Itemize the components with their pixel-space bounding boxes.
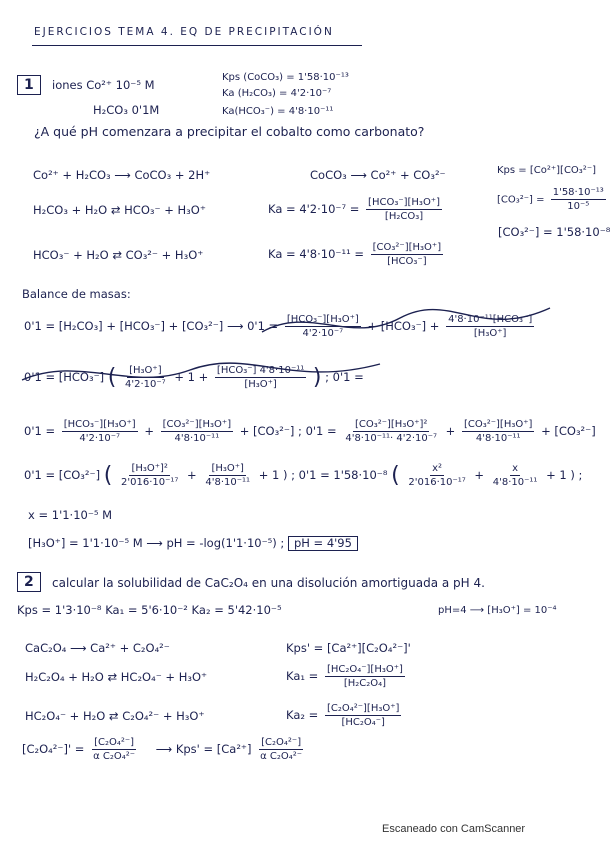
final-ph-calc: [H₃O⁺] = 1'1·10⁻⁵ M ⟶ pH = -log(1'1·10⁻⁵) ; — [28, 536, 285, 550]
ex2-reaction-3: HC₂O₄⁻ + H₂O ⇄ C₂O₄²⁻ + H₃O⁺ — [25, 709, 205, 723]
numerator: [HCO₃⁻] 4'8·10⁻¹¹ — [216, 365, 305, 376]
title-underline — [32, 45, 362, 46]
ex2-reaction-4 — [22, 736, 307, 763]
ex2-ph-line: pH=4 ⟶ [H₃O⁺] = 10⁻⁴ — [438, 605, 557, 616]
ex2-reaction-2: H₂C₂O₄ + H₂O ⇄ HC₂O₄⁻ + H₃O⁺ — [25, 670, 208, 684]
numerator: [CO₃²⁻][H₃O⁺]² — [354, 419, 428, 430]
numerator: [HCO₃⁻][H₃O⁺] — [63, 419, 136, 430]
denominator: [HC₂O₄⁻] — [341, 717, 385, 728]
denominator: [H₃O⁺] — [244, 379, 277, 390]
numerator: [C₂O₄²⁻][H₃O⁺] — [326, 703, 400, 714]
ex1-co3-result: [CO₃²⁻] = 1'58·10⁻⁸ — [498, 225, 610, 239]
ex2-ka1-expression — [286, 663, 408, 690]
numerator: [H₃O⁺] — [129, 365, 162, 376]
ex1-question: ¿A qué pH comenzara a precipitar el cobalto como carbonato? — [34, 124, 425, 139]
numerator: [CO₃²⁻][H₃O⁺] — [463, 419, 533, 430]
ex2-ka2-expression — [286, 702, 404, 729]
b4-left: 0'1 = [CO₃²⁻] — [24, 468, 101, 482]
denominator: [H₃O⁺] — [473, 328, 507, 339]
fraction — [325, 663, 405, 690]
fraction — [119, 462, 180, 489]
right-paren: ) — [312, 364, 322, 390]
fraction — [371, 241, 443, 268]
ka2-left: Ka = 4'8·10⁻¹¹ = — [268, 247, 364, 261]
fraction — [161, 418, 233, 445]
denominator: α C₂O₄²⁻ — [93, 751, 136, 762]
denominator: 2'016·10⁻¹⁷ — [121, 477, 179, 488]
balance-line-4: 0'1 = [CO₃²⁻] ( $\frac{\text{[H₃O⁺]²}}{\text{2'016·10⁻¹⁷}}$ + $\frac{\text{[H₃O⁺]}}{\text{4'8·10⁻¹¹}}$ + 1 ) ; 0'1 = 1'58·10⁻⁸ ( $\frac{\text{x²}}{\text{2'016·10⁻¹⁷}}$ + $\frac{x}{\text{4'8·10⁻¹¹}}$ + 1 ) ; — [24, 462, 583, 488]
ex1-data-ions: iones Co²⁺ 10⁻⁵ M — [52, 78, 155, 92]
exercise-2-number: 2 — [17, 572, 41, 592]
balance-line-3: 0'1 = $\frac{\text{[HCO₃⁻][H₃O⁺]}}{\text{4'2·10⁻⁷}}$ + $\frac{\text{[CO₃²⁻][H₃O⁺]}}{\text{4'8·10⁻¹¹}}$ + [CO₃²⁻] ; 0'1 = $\frac{\text{[CO₃²⁻][H₃O⁺]²}}{\text{4'8·10⁻¹¹· 4'2·10⁻⁷}}$ + $\frac{\text{[CO₃²⁻][H₃O⁺]}}{\text{4'8·10⁻¹¹}}$ + [CO₃²⁻] — [24, 419, 596, 444]
ex2-reaction-1: CaC₂O₄ ⟶ Ca²⁺ + C₂O₄²⁻ — [25, 641, 170, 655]
fraction — [258, 736, 304, 763]
denominator: [H₂CO₃] — [384, 211, 424, 222]
numerator: [CO₃²⁻][H₃O⁺] — [162, 419, 232, 430]
ex1-reaction-4: HCO₃⁻ + H₂O ⇄ CO₃²⁻ + H₃O⁺ — [33, 248, 204, 262]
fraction — [491, 462, 540, 489]
ex1-ka1-expression — [268, 196, 445, 223]
b3-left: 0'1 = — [24, 424, 56, 438]
x-result: x = 1'1·10⁻⁵ M — [28, 508, 113, 522]
denominator: 4'2·10⁻⁷ — [302, 328, 344, 339]
ex1-reaction-1: Co²⁺ + H₂CO₃ ⟶ CoCO₃ + 2H⁺ — [33, 168, 211, 182]
b2-end: ; 0'1 = — [325, 370, 364, 384]
left-paren: ( — [107, 364, 117, 390]
ex1-reaction-3: H₂CO₃ + H₂O ⇄ HCO₃⁻ + H₃O⁺ — [33, 203, 206, 217]
ex1-co3-fraction-left: [CO₃²⁻] = — [497, 194, 545, 206]
b2-mid: + 1 + — [174, 370, 209, 384]
strikethrough-scribble — [260, 300, 555, 345]
left-paren: ( — [103, 462, 113, 488]
b1-strike: 0'1 = — [247, 319, 279, 333]
camscanner-watermark: Escaneado con CamScanner — [382, 823, 526, 835]
denominator: 2'016·10⁻¹⁷ — [408, 477, 466, 488]
left-paren: ( — [391, 462, 400, 488]
ka1-left: Ka₁ = — [286, 669, 319, 683]
numerator: x — [512, 463, 519, 474]
b3-end: + [CO₃²⁻] — [541, 424, 596, 438]
r4-left: [C₂O₄²⁻]' = — [22, 742, 85, 756]
denominator: α C₂O₄²⁻ — [260, 751, 303, 762]
exercise-1-number: 1 — [17, 75, 41, 95]
fraction — [462, 418, 534, 445]
fraction — [91, 736, 137, 763]
b2-left: 0'1 = [HCO₃⁻] — [24, 370, 105, 384]
ex1-ka2-expression — [268, 241, 446, 268]
numerator: [CO₃²⁻][H₃O⁺] — [372, 242, 442, 253]
denominator: 4'8·10⁻¹¹ — [475, 433, 521, 444]
ka2-left: Ka₂ = — [286, 708, 319, 722]
strikethrough-scribble-2 — [20, 350, 390, 395]
denominator: [H₂C₂O₄] — [343, 678, 387, 689]
denominator: 4'8·10⁻¹¹· 4'2·10⁻⁷ — [345, 433, 438, 444]
numerator: [HCO₃⁻][H₃O⁺] — [368, 197, 440, 208]
b4-mid: + 1 ) ; 0'1 = 1'58·10⁻⁸ — [258, 468, 388, 482]
fraction — [343, 418, 439, 445]
balance-title: Balance de masas: — [22, 287, 131, 301]
b1-left: 0'1 = [H₂CO₃] + [HCO₃⁻] + [CO₃²⁻] ⟶ — [24, 319, 244, 333]
ex1-reaction-2: CoCO₃ ⟶ Co²⁺ + CO₃²⁻ — [310, 168, 446, 182]
numerator: [HCO₃⁻][H₃O⁺] — [286, 314, 359, 325]
numerator: 4'8·10⁻¹¹[HCO₃⁻] — [448, 314, 533, 325]
fraction — [406, 462, 467, 489]
ex1-ka2: Ka(HCO₃⁻) = 4'8·10⁻¹¹ — [222, 106, 334, 117]
ex1-kps-expression: Kps = [Co²⁺][CO₃²⁻] — [497, 165, 596, 176]
denominator: 4'8·10⁻¹¹ — [205, 477, 251, 488]
r4-arrow: ⟶ Kps' = [Ca²⁺] — [155, 742, 252, 756]
denominator: [HCO₃⁻] — [387, 256, 427, 267]
final-ph-line — [28, 536, 358, 551]
fraction — [366, 196, 442, 223]
fraction — [62, 418, 138, 445]
b3-mid: + [CO₃²⁻] ; 0'1 = — [239, 424, 337, 438]
ex1-ka1: Ka (H₂CO₃) = 4'2·10⁻⁷ — [222, 88, 332, 99]
ex1-co3-fraction — [497, 186, 609, 213]
page-title: EJERCICIOS TEMA 4. EQ DE PRECIPITACIÓN — [34, 26, 334, 38]
b1-mid: + [HCO₃⁻] + — [367, 319, 440, 333]
numerator: x² — [432, 463, 443, 474]
fraction — [551, 186, 606, 213]
ex1-kps: Kps (CoCO₃) = 1'58·10⁻¹³ — [222, 72, 349, 83]
denominator: 4'2·10⁻⁷ — [125, 379, 166, 390]
fraction — [203, 462, 252, 489]
numerator: 1'58·10⁻¹³ — [552, 187, 604, 198]
denominator: 4'8·10⁻¹¹ — [174, 433, 220, 444]
fraction — [325, 702, 401, 729]
ex2-question: calcular la solubilidad de CaC₂O₄ en una disolución amortiguada a pH 4. — [52, 576, 485, 590]
numerator: [H₃O⁺] — [211, 463, 244, 474]
denominator: 4'8·10⁻¹¹ — [492, 477, 538, 488]
denominator: 4'2·10⁻⁷ — [79, 433, 121, 444]
denominator: 10⁻⁵ — [567, 201, 590, 212]
ka1-left: Ka = 4'2·10⁻⁷ = — [268, 202, 360, 216]
b4-end: + 1 ) ; — [546, 468, 583, 482]
numerator: [C₂O₄²⁻] — [94, 737, 135, 748]
ex2-kps-expression: Kps' = [Ca²⁺][C₂O₄²⁻]' — [286, 641, 411, 655]
ph-result-box: pH = 4'95 — [288, 536, 358, 551]
numerator: [C₂O₄²⁻] — [261, 737, 302, 748]
ex2-constants: Kps = 1'3·10⁻⁸ Ka₁ = 5'6·10⁻² Ka₂ = 5'42·10⁻⁵ — [17, 603, 282, 617]
numerator: [H₃O⁺]² — [131, 463, 168, 474]
ex1-data-acid: H₂CO₃ 0'1M — [93, 103, 160, 117]
numerator: [HC₂O₄⁻][H₃O⁺] — [326, 664, 403, 675]
